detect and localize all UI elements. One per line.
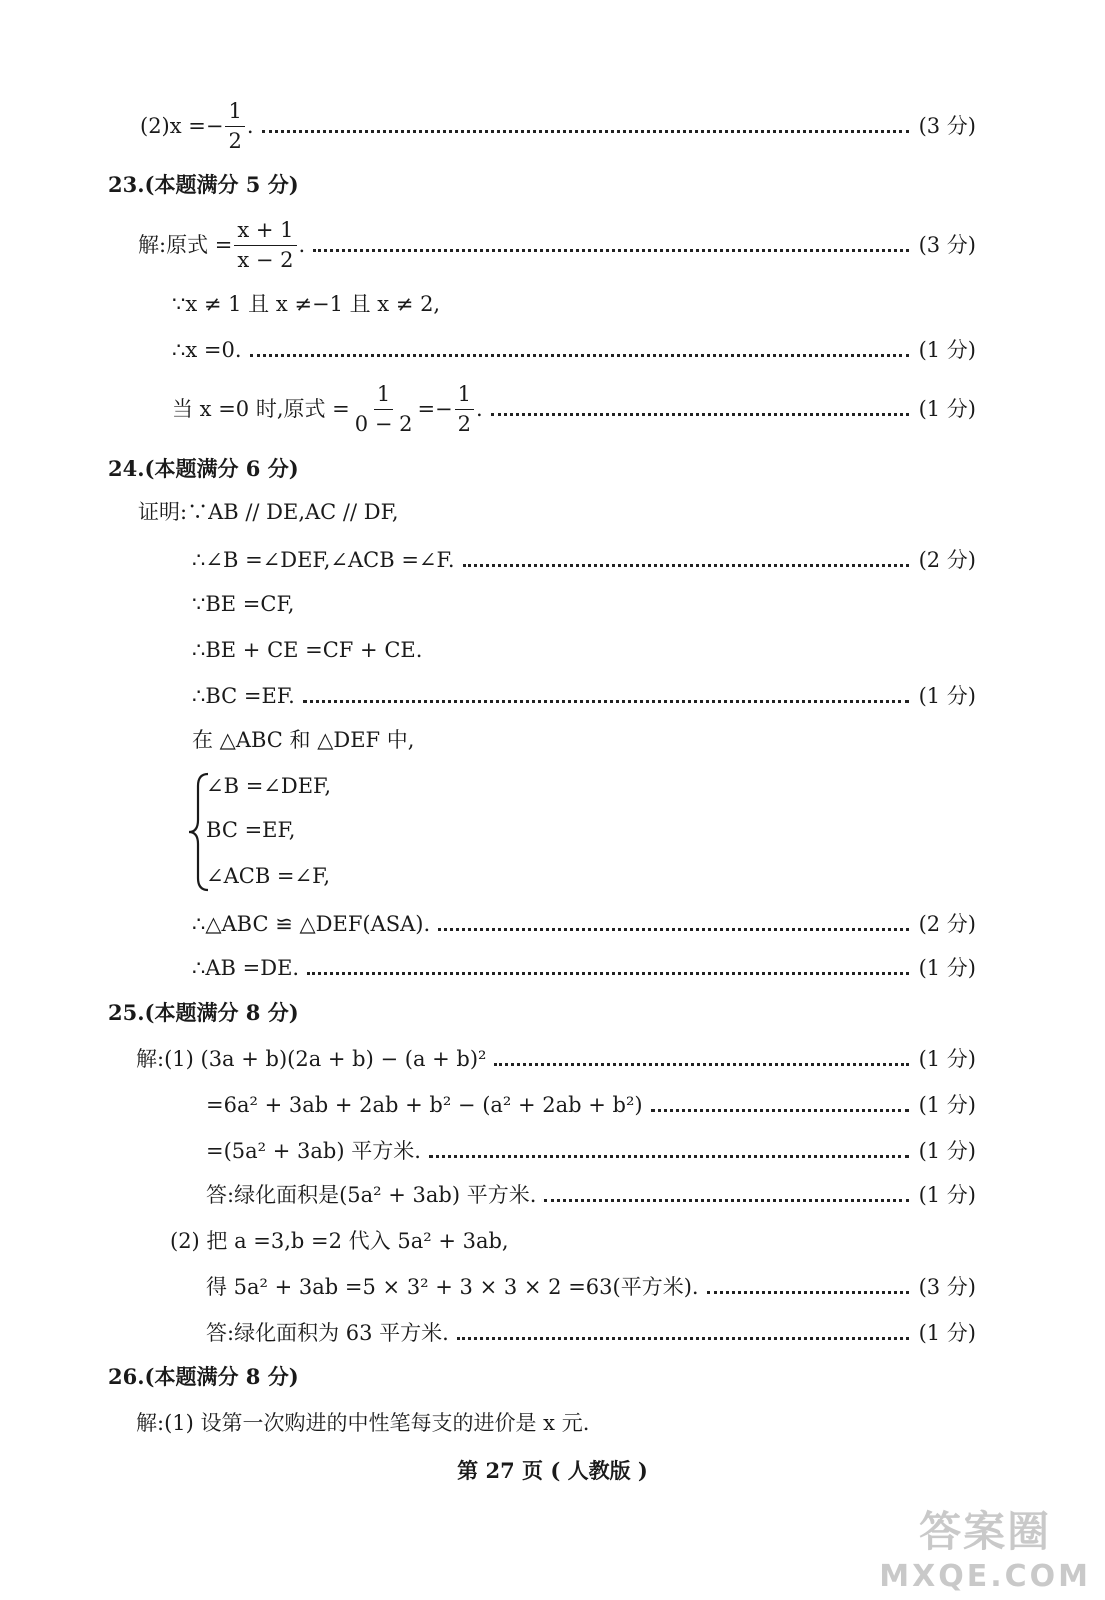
points-label: (1 分) (918, 1182, 976, 1207)
page-footer: 第 27 页 ( 人教版 ) (457, 1458, 648, 1483)
question-score: (本题满分 5 分) (144, 171, 299, 197)
solution-text: 答:绿化面积为 63 平方米. (206, 1320, 449, 1345)
q26-line (136, 1410, 589, 1436)
q23-line3-text: ∴x =0. (172, 337, 242, 362)
points-label: (1 分) (918, 1092, 976, 1117)
solution-text: 解:(1) (3a + b)(2a + b) − (a + b)² (136, 1046, 487, 1071)
q24-line (206, 774, 331, 798)
question-score: (本题满分 8 分) (144, 1363, 299, 1389)
q23-line1-fraction (234, 218, 296, 271)
question-number: 26. (108, 1363, 145, 1389)
question-number: 23. (108, 171, 145, 197)
points-label: (1 分) (918, 337, 976, 362)
q23-heading (108, 172, 299, 196)
proof-text: BC =EF, (206, 817, 296, 842)
q24-line (206, 864, 330, 888)
watermark-text: 答案圈 (919, 1507, 1052, 1556)
points-label: (1 分) (918, 683, 976, 708)
q24-line (192, 956, 976, 980)
q23-line4-suffix: . (476, 396, 483, 421)
fraction-denominator: x − 2 (237, 247, 294, 272)
q22-part2-suffix: . (246, 113, 254, 138)
leader-dots (250, 354, 909, 357)
fraction-numerator: 1 (455, 382, 474, 409)
points-label: (2 分) (918, 547, 976, 572)
q24-line (192, 728, 414, 752)
proof-text: ∠ACB =∠F, (206, 863, 331, 888)
solution-text: =(5a² + 3ab) 平方米. (206, 1138, 421, 1163)
points-label: (3 分) (918, 232, 976, 257)
solution-text: 得 5a² + 3ab =5 × 3² + 3 × 3 × 2 =63(平方米). (206, 1274, 699, 1299)
leader-dots (651, 1109, 909, 1112)
fraction-numerator: 1 (225, 99, 244, 126)
points-label: (3 分) (918, 113, 976, 138)
q24-line (192, 638, 422, 662)
proof-text: ∴∠B =∠DEF,∠ACB =∠F. (192, 547, 455, 572)
q23-line1-prefix: 解:原式 = (138, 232, 233, 257)
leader-dots (457, 1337, 909, 1340)
proof-text: ∠B =∠DEF, (206, 773, 332, 798)
points-label: (2 分) (918, 911, 976, 936)
q23-line4-fraction-1 (352, 382, 416, 435)
q24-line (192, 548, 976, 572)
leader-dots (463, 564, 909, 567)
fraction-denominator: 0 − 2 (354, 411, 413, 436)
proof-text: ∴BC =EF. (192, 683, 295, 708)
q24-line (192, 592, 294, 616)
proof-text: 证明:∵AB // DE,AC // DF, (138, 499, 399, 524)
leader-dots (307, 972, 909, 975)
points-label: (1 分) (918, 955, 976, 980)
fraction-numerator: x + 1 (234, 218, 296, 245)
q24-line (192, 912, 976, 936)
proof-text: ∴BE + CE =CF + CE. (192, 637, 423, 662)
leader-dots (491, 413, 909, 416)
watermark-logo (879, 1499, 1091, 1594)
question-number: 25. (108, 999, 145, 1025)
q25-line (136, 1046, 976, 1072)
q24-heading (108, 456, 299, 480)
fraction-numerator: 1 (374, 382, 393, 409)
q23-line2-text: ∵x ≠ 1 且 x ≠−1 且 x ≠ 2, (172, 291, 441, 316)
q25-heading (108, 1000, 299, 1024)
leader-dots (438, 928, 908, 931)
solution-text: (2) 把 a =3,b =2 代入 5a² + 3ab, (170, 1228, 509, 1253)
q23-line2 (172, 292, 440, 316)
q25-line (206, 1320, 976, 1346)
leader-dots (429, 1155, 909, 1158)
q25-line (206, 1138, 976, 1164)
q23-line3 (172, 338, 976, 362)
leader-dots (544, 1199, 908, 1202)
fraction-denominator: 2 (457, 411, 472, 436)
q23-line4-mid: =− (417, 396, 453, 421)
proof-text: 在 △ABC 和 △DEF 中, (192, 727, 415, 752)
question-number: 24. (108, 455, 145, 481)
points-label: (1 分) (918, 396, 976, 421)
q23-line4-prefix: 当 x =0 时,原式 = (172, 396, 350, 421)
proof-text: ∴AB =DE. (192, 955, 300, 980)
points-label: (1 分) (918, 1138, 976, 1163)
question-score: (本题满分 6 分) (144, 455, 299, 481)
q24-line (192, 684, 976, 708)
q25-line (206, 1182, 976, 1208)
points-label: (1 分) (918, 1320, 976, 1345)
solution-text: 解:(1) 设第一次购进的中性笔每支的进价是 x 元. (136, 1410, 590, 1435)
solution-text: =6a² + 3ab + 2ab + b² − (a² + 2ab + b²) (206, 1092, 643, 1117)
points-label: (1 分) (918, 1046, 976, 1071)
fraction-denominator: 2 (228, 128, 242, 153)
q24-line (138, 500, 399, 524)
q23-line1-suffix: . (298, 232, 306, 257)
q24-line (206, 818, 295, 842)
proof-text: ∵BE =CF, (192, 591, 295, 616)
q26-heading (108, 1364, 299, 1388)
question-score: (本题满分 8 分) (144, 999, 299, 1025)
q25-line (206, 1092, 976, 1118)
proof-text: ∴△ABC ≌ △DEF(ASA). (192, 911, 431, 936)
q25-line (170, 1228, 509, 1254)
watermark-url: MXQE.COM (879, 1559, 1091, 1594)
leader-dots (494, 1063, 908, 1066)
q22-part2-fraction (225, 99, 244, 152)
q23-line4 (172, 384, 976, 434)
q22-part2-line (140, 99, 976, 153)
q25-line (206, 1274, 976, 1300)
q23-line4-fraction-2 (455, 382, 474, 435)
solution-text: 答:绿化面积是(5a² + 3ab) 平方米. (206, 1182, 537, 1207)
leader-dots (707, 1291, 909, 1294)
q23-line1 (138, 220, 976, 270)
q22-part2-prefix: (2)x =− (140, 113, 224, 138)
points-label: (3 分) (918, 1274, 976, 1299)
leader-dots (262, 130, 909, 133)
leader-dots (303, 700, 909, 703)
leader-dots (313, 249, 908, 252)
